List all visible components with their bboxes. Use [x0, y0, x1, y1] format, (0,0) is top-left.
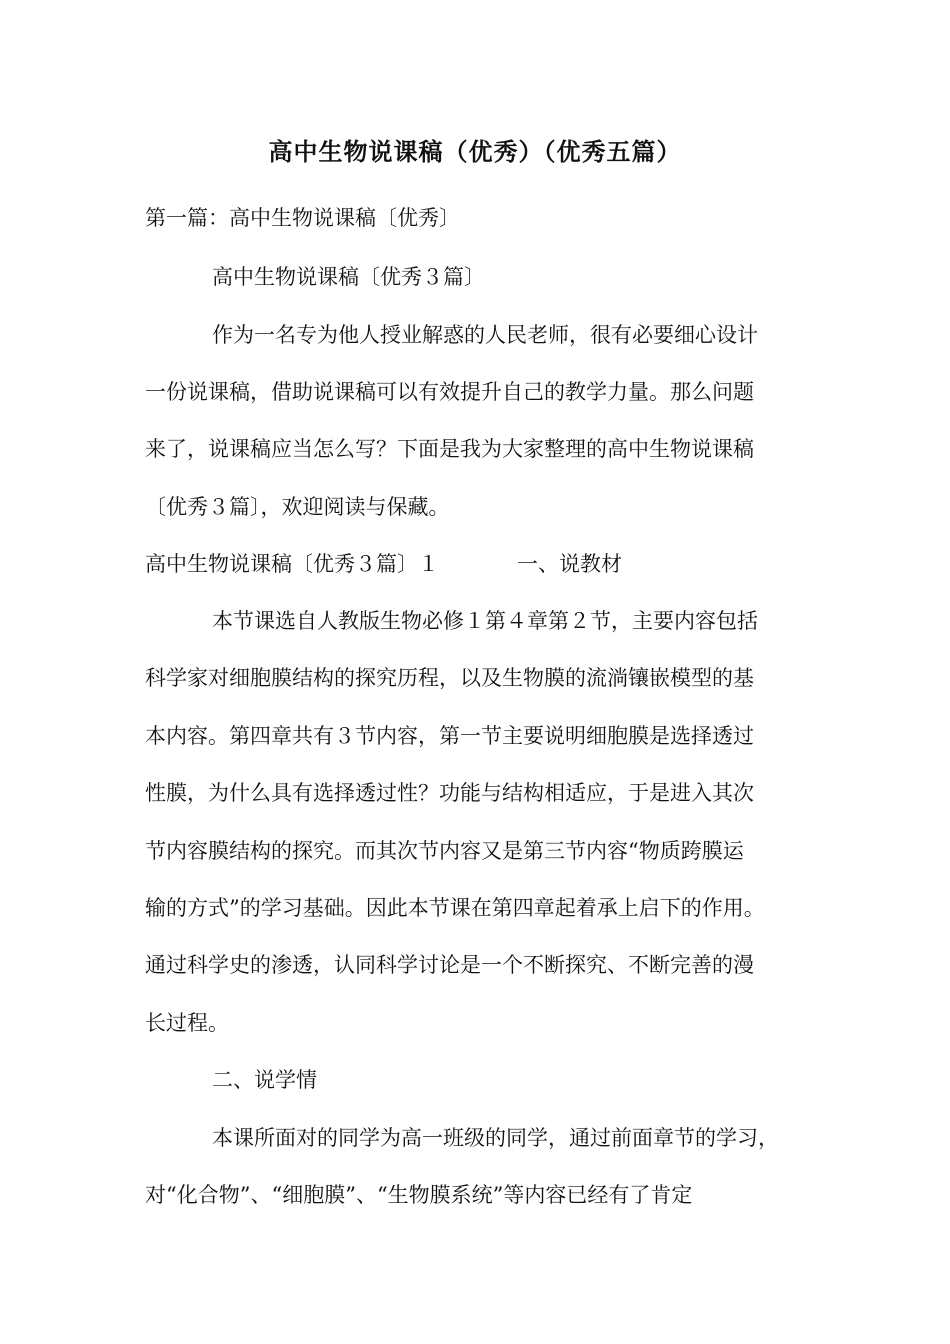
subheading: 高中生物说课稿〔优秀３篇〕 — [212, 265, 485, 289]
paragraph-line: 来了，说课稿应当怎么写？下面是我为大家整理的高中生物说课稿 — [145, 437, 754, 461]
paragraph-line: 输的方式”的学习基础。因此本节课在第四章起着承上启下的作用。 — [145, 896, 765, 920]
paragraph-line: 本内容。第四章共有３节内容，第一节主要说明细胞膜是选择透过 — [145, 724, 754, 748]
document-title: 高中生物说课稿（优秀）（优秀五篇） — [268, 137, 682, 166]
section-title: 高中生物说课稿〔优秀３篇〕１ — [145, 552, 439, 576]
paragraph-line: 节内容膜结构的探究。而其次节内容又是第三节内容“物质跨膜运 — [145, 839, 744, 863]
subsection-heading: 一、说教材 — [517, 552, 622, 576]
paragraph-line: 〔优秀３篇〕，欢迎阅读与保藏。 — [145, 495, 450, 519]
paragraph-line: 作为一名专为他人授业解惑的人民老师，很有必要细心设计 — [212, 323, 758, 347]
section-title-line — [145, 549, 622, 579]
paragraph-line: 长过程。 — [145, 1011, 229, 1035]
paragraph-line: 本节课选自人教版生物必修１第４章第２节，主要内容包括 — [212, 609, 758, 633]
paragraph-line: 对“化合物”、“细胞膜”、“生物膜系统”等内容已经有了肯定 — [145, 1183, 693, 1207]
paragraph-line: 本课所面对的同学为高一班级的同学，通过前面章节的学习， — [212, 1126, 779, 1150]
paragraph-line: 一份说课稿，借助说课稿可以有效提升自己的教学力量。那么问题 — [145, 380, 754, 404]
section-heading: 第一篇：高中生物说课稿〔优秀〕 — [145, 206, 460, 230]
paragraph-line: 通过科学史的渗透，认同科学讨论是一个不断探究、不断完善的漫 — [145, 953, 754, 977]
paragraph-line: 性膜，为什么具有选择透过性？功能与结构相适应，于是进入其次 — [145, 781, 754, 805]
paragraph-line: 科学家对细胞膜结构的探究历程，以及生物膜的流淌镶嵌模型的基 — [145, 666, 754, 690]
subsection-heading: 二、说学情 — [212, 1068, 317, 1092]
